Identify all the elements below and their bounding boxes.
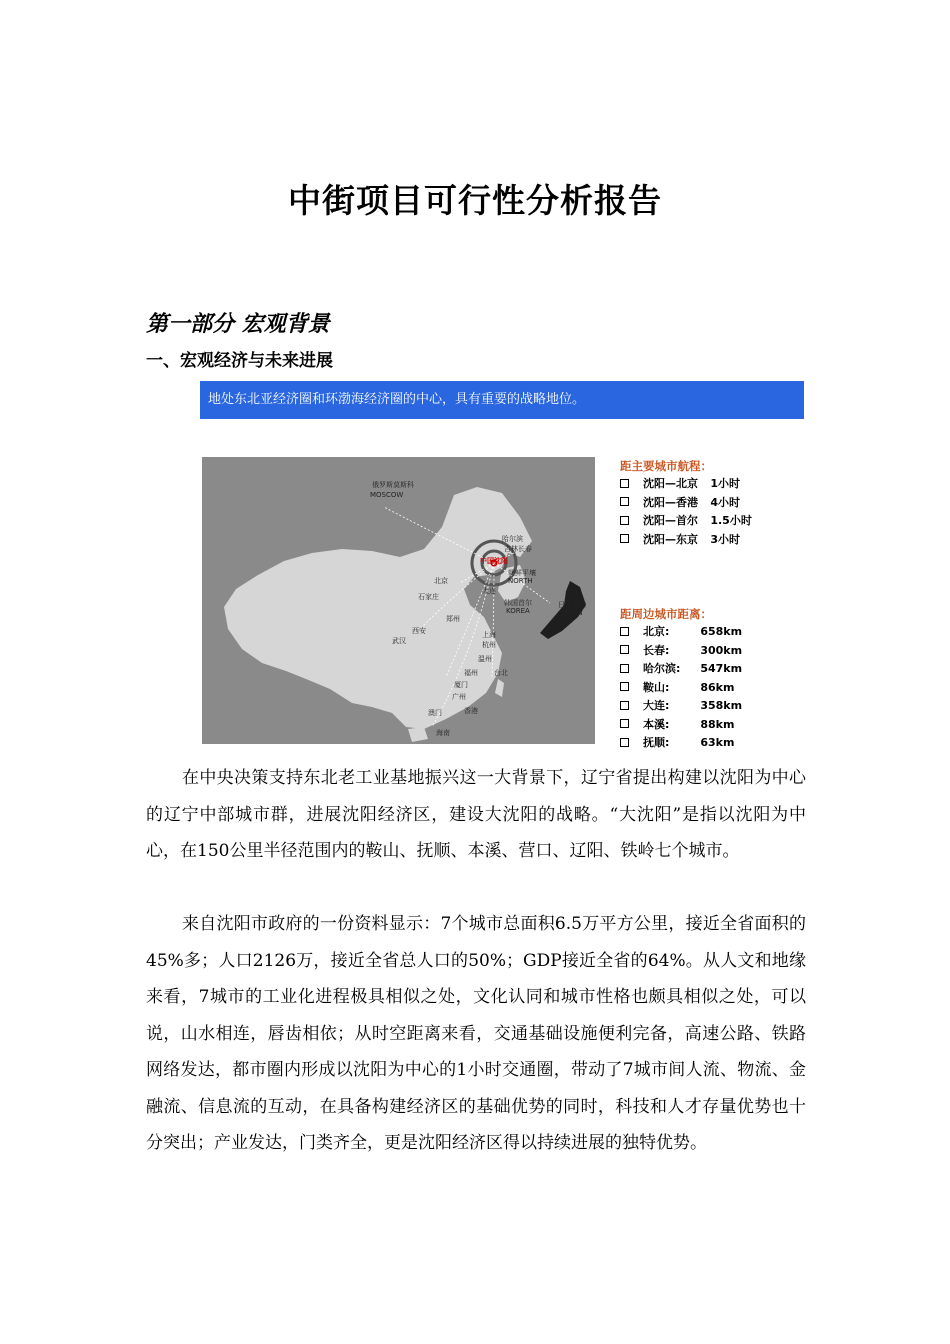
map-label-shenzhen-xianggang: 香港 [464,707,478,715]
map-label-north: NORTH [508,577,533,585]
distance-km: 300km [700,643,743,657]
distances-title: 距周边城市距离： [620,607,712,621]
map-label-taibei: 台北 [494,669,508,677]
distance-row [620,642,820,661]
flight-route: 沈阳—首尔 [643,514,698,527]
map-label-seoul: 韩国首尔 [504,599,532,607]
checkbox-icon [620,479,629,488]
map-label-guangzhou: 广州 [452,693,466,701]
map-label-shanghai: 上海 [482,631,496,639]
distance-city: 本溪: [643,717,670,731]
distance-city: 抚顺: [643,736,670,749]
checkbox-icon [620,682,629,691]
map-label-hangzhou: 杭州 [482,641,496,649]
distance-row [620,697,820,716]
checkbox-icon [620,701,629,710]
distance-row [620,623,820,642]
map-label-fuzhou: 福州 [464,669,478,677]
part-heading: 第一部分 宏观背景 [146,311,330,337]
map-label-shijiazhuang: 石家庄 [418,593,439,601]
checkbox-icon [620,627,629,636]
checkbox-icon [620,738,629,747]
distance-row [620,734,820,753]
map-label-xiamen: 厦门 [454,681,468,689]
distance-row [620,679,820,698]
section-heading: 一、宏观经济与未来进展 [146,351,333,371]
checkbox-icon [620,534,629,543]
distance-km: 358km [700,699,743,712]
distances-group [620,605,820,753]
distance-row [620,716,820,735]
distance-km: 86km [700,680,735,694]
flight-row [620,494,820,513]
checkbox-icon [620,664,629,673]
map-label-shenyang: 中国沈阳 [480,557,508,565]
checkbox-icon [620,497,629,506]
china-landmass [224,487,532,729]
distance-city: 大连: [643,699,670,712]
map-label-aomen: 澳门 [428,709,442,717]
map-label-xian: 西安 [412,627,426,635]
map-label-korea: KOREA [506,607,530,615]
map-label-harbin: 哈尔滨 [502,535,523,543]
distance-city: 北京: [643,625,670,638]
map-label-beijing: 北京 [434,577,448,585]
map-label-wenzhou: 温州 [478,655,492,663]
flight-route: 沈阳—东京 [643,532,698,546]
flight-time: 4小时 [710,495,740,509]
flight-route: 沈阳—香港 [643,495,698,509]
hainan-landmass [408,727,428,742]
distance-row [620,660,820,679]
map-label-moscow-en: MOSCOW [370,491,404,499]
map-label-zhengzhou: 郑州 [446,615,460,623]
distance-city: 鞍山: [643,680,670,694]
map-label-jilin: 吉林长春 [504,545,532,553]
document-title: 中街项目可行性分析报告 [288,181,662,220]
map-label-japan: JAPAN [562,609,583,617]
checkbox-icon [620,719,629,728]
location-figure [200,379,820,749]
flights-group [620,457,820,549]
map-label-tokyo: 日本东京 [558,601,586,609]
map-label-wuhan: 武汉 [392,637,406,645]
flight-row [620,512,820,531]
china-map [202,457,595,744]
distance-km: 88km [700,717,735,731]
distance-city: 长春: [643,643,670,657]
map-label-hainan: 海南 [436,729,450,737]
map-label-pyongyang: 朝鲜平壤 [508,569,536,577]
checkbox-icon [620,645,629,654]
checkbox-icon [620,516,629,525]
figure-banner: 地处东北亚经济圈和环渤海经济圈的中心，具有重要的战略地位。 [200,381,804,419]
distance-km: 547km [700,662,743,675]
flight-row [620,475,820,494]
map-label-dalian: 大连 [482,587,496,595]
distance-km: 658km [700,625,743,638]
distance-km: 63km [700,736,735,749]
body-paragraph-1: 在中央决策支持东北老工业基地振兴这一大背景下，辽宁省提出构建以沈阳为中心的辽宁中部城市群，进展沈阳经济区，建设大沈阳的战略。“大沈阳”是指以沈阳为中心，在150公里半径范围内的鞍山、抚顺、本溪、营口、辽阳、铁岭七个城市。 [146,768,806,861]
taiwan-landmass [495,679,504,697]
map-label-moscow-cn: 俄罗斯莫斯科 [372,481,414,489]
flight-route: 沈阳—北京 [643,477,698,490]
flight-time: 1小时 [710,477,740,490]
info-panel [620,457,820,749]
body-paragraph-2: 来自沈阳市政府的一份资料显示：7个城市总面积6.5万平方公里，接近全省面积的45%多；人口2126万，接近全省总人口的50%；GDP接近全省的64%。从人文和地缘来看，7城市的工业化进程极具相似之处，文化认同和城市性格也颇具相似之处，可以说，山水相连，唇齿相依；从时空距离来看，交通基础设施便利完备，高速公路、铁路网络发达，都市圈内形成以沈阳为中心的1小时交通圈，带动了7城市间人流、物流、金融流、信息流的互动，在具备构建经济区的基础优势的同时，科技和人才存量优势也十分突出；产业发达，门类齐全，更是沈阳经济区得以持续进展的独特优势。 [146,914,806,1153]
flight-time: 3小时 [710,532,740,546]
map-graphic [202,457,595,744]
flight-row [620,531,820,550]
flight-time: 1.5小时 [710,514,752,527]
distance-city: 哈尔滨: [643,662,681,675]
flights-title: 距主要城市航程： [620,459,712,473]
